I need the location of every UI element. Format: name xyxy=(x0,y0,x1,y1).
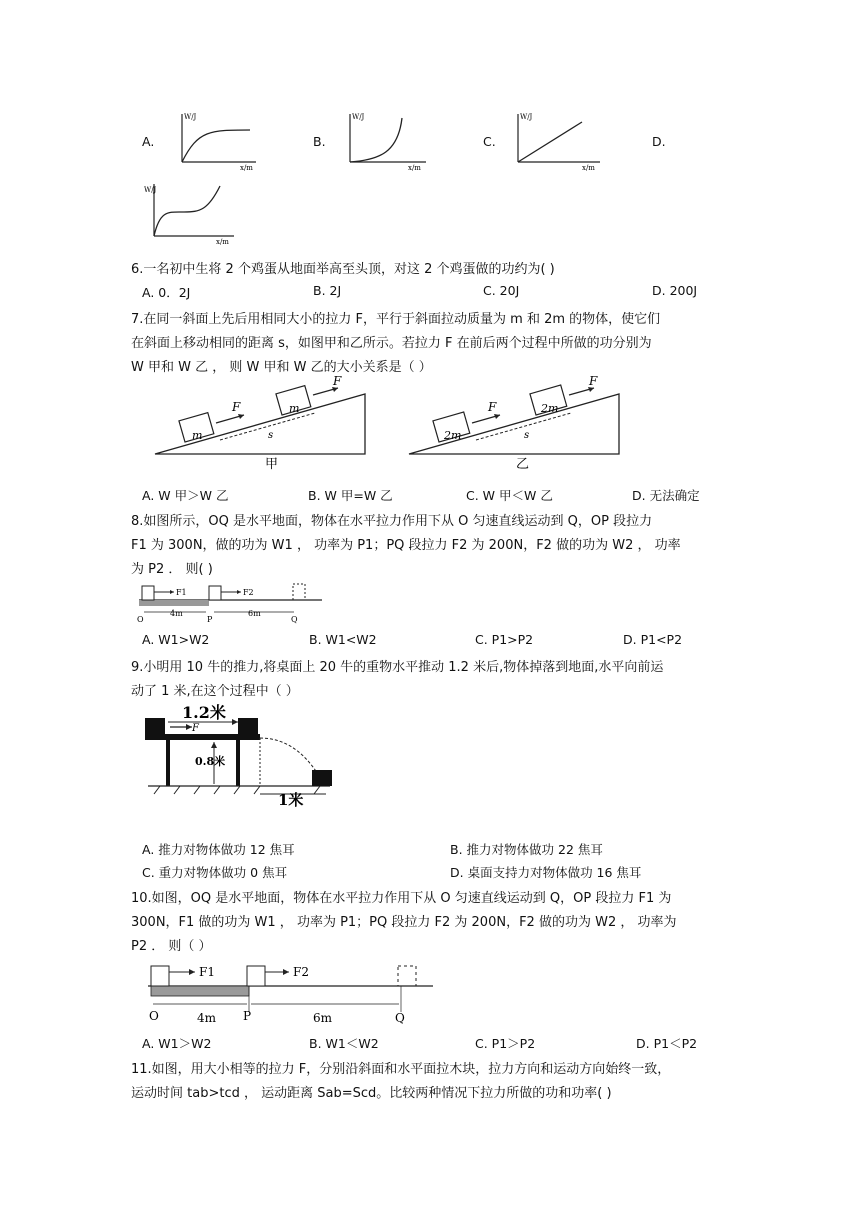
q9-line-2: 动了 1 米,在这个过程中（ ） xyxy=(131,684,299,699)
force-label: F xyxy=(589,376,598,388)
point-o: O xyxy=(137,615,144,624)
force-label: F2 xyxy=(293,965,309,979)
q7-figure-yi xyxy=(404,376,624,476)
point-p: P xyxy=(243,1009,252,1023)
q9-line-1: 9.小明用 10 牛的推力,将桌面上 20 牛的重物水平推动 1.2 米后,物体掉落到地面,水平向前运 xyxy=(131,660,664,675)
graph-d xyxy=(138,180,238,246)
q10-line-2: 300N，F1 做的功为 W1 ， 功率为 P1；PQ 段拉力 F2 为 200N，F2 做的功为 W2 ， 功率为 xyxy=(131,915,677,930)
block-label: 2m xyxy=(541,402,559,415)
q7-option-c[interactable]: C. W 甲＜W 乙 xyxy=(466,488,553,503)
q6-option-d[interactable]: D. 200J xyxy=(652,283,698,298)
q10-line-3: P2 ． 则（ ） xyxy=(131,939,212,954)
y-axis-label: W/J xyxy=(352,113,365,121)
force-label: F1 xyxy=(176,588,187,597)
q8-option-a[interactable]: A. W1>W2 xyxy=(142,632,210,647)
y-axis-label: W/J xyxy=(144,186,157,194)
q7-option-d[interactable]: D. 无法确定 xyxy=(632,488,700,503)
q9-option-d[interactable]: D. 桌面支持力对物体做功 16 焦耳 xyxy=(450,865,642,880)
distance-label: 6m xyxy=(313,1011,333,1024)
q8-figure xyxy=(134,578,324,628)
point-q: Q xyxy=(395,1011,405,1024)
label-bottom: 1米 xyxy=(278,791,304,809)
force-label: F xyxy=(192,723,199,734)
q8-option-d[interactable]: D. P1<P2 xyxy=(623,632,683,647)
distance-label: s xyxy=(524,430,530,441)
point-o: O xyxy=(149,1009,159,1023)
q10-line-1: 10.如图，OQ 是水平地面，物体在水平拉力作用下从 O 匀速直线运动到 Q，OP 段拉力 F1 为 xyxy=(131,891,672,906)
q7-option-b[interactable]: B. W 甲=W 乙 xyxy=(308,488,393,503)
graph-c xyxy=(508,110,603,172)
q8-line-1: 8.如图所示，OQ 是水平地面，物体在水平拉力作用下从 O 匀速直线运动到 Q，OP 段拉力 xyxy=(131,514,653,529)
q7-line-3: W 甲和 W 乙 ， 则 W 甲和 W 乙的大小关系是（ ） xyxy=(131,360,432,375)
force-label: F xyxy=(232,400,241,414)
graph-b xyxy=(340,110,430,172)
q10-option-a[interactable]: A. W1＞W2 xyxy=(142,1036,212,1051)
label-top: 1.2米 xyxy=(182,703,226,722)
q10-option-d[interactable]: D. P1＜P2 xyxy=(636,1036,698,1051)
q6-option-c[interactable]: C. 20J xyxy=(483,283,520,298)
x-axis-label: x/m xyxy=(408,164,421,172)
label-height: 0.8米 xyxy=(195,755,226,768)
distance-label: 6m xyxy=(248,609,261,618)
x-axis-label: x/m xyxy=(240,164,253,172)
q8-line-3: 为 P2 ． 则( ) xyxy=(131,562,213,577)
force-label: F1 xyxy=(199,965,215,979)
force-label: F xyxy=(333,376,342,388)
point-q: Q xyxy=(291,615,298,624)
block-label: 2m xyxy=(444,429,462,442)
option-label: C. xyxy=(483,134,496,149)
q9-option-c[interactable]: C. 重力对物体做功 0 焦耳 xyxy=(142,865,288,880)
point-p: P xyxy=(207,615,213,624)
caption-yi: 乙 xyxy=(516,457,530,472)
option-label: B. xyxy=(313,134,326,149)
q6-option-a[interactable]: A. 0．2J xyxy=(142,285,191,300)
option-label: D. xyxy=(652,134,666,149)
block-label: m xyxy=(289,402,300,415)
q9-figure xyxy=(140,698,350,828)
q7-line-1: 7.在同一斜面上先后用相同大小的拉力 F，平行于斜面拉动质量为 m 和 2m 的物体，使它们 xyxy=(131,312,661,327)
force-label: F xyxy=(488,400,497,414)
block-label: m xyxy=(192,429,203,442)
q8-option-c[interactable]: C. P1>P2 xyxy=(475,632,534,647)
q8-line-2: F1 为 300N，做的功为 W1 ， 功率为 P1；PQ 段拉力 F2 为 200N，F2 做的功为 W2 ， 功率 xyxy=(131,538,681,553)
q10-option-b[interactable]: B. W1＜W2 xyxy=(309,1036,379,1051)
q7-line-2: 在斜面上移动相同的距离 s，如图甲和乙所示。若拉力 F 在前后两个过程中所做的功分别为 xyxy=(131,336,652,351)
y-axis-label: W/J xyxy=(520,113,533,121)
distance-label: 4m xyxy=(170,609,183,618)
option-label: A. xyxy=(142,134,155,149)
q11-line-2: 运动时间 tab>tcd ， 运动距离 Sab=Scd。比较两种情况下拉力所做的功和功率( ) xyxy=(131,1086,612,1101)
distance-label: 4m xyxy=(197,1011,217,1024)
q11-line-1: 11.如图，用大小相等的拉力 F，分别沿斜面和水平面拉木块，拉力方向和运动方向始终一致， xyxy=(131,1062,671,1077)
distance-label: s xyxy=(268,430,274,441)
force-label: F2 xyxy=(243,588,254,597)
q6-stem: 6.一名初中生将 2 个鸡蛋从地面举高至头顶，对这 2 个鸡蛋做的功约为( ) xyxy=(131,262,555,277)
q7-figure-jia xyxy=(150,376,370,476)
q6-option-b[interactable]: B. 2J xyxy=(313,283,342,298)
q7-option-a[interactable]: A. W 甲＞W 乙 xyxy=(142,488,229,503)
q9-option-a[interactable]: A. 推力对物体做功 12 焦耳 xyxy=(142,842,295,857)
q8-option-b[interactable]: B. W1<W2 xyxy=(309,632,377,647)
q9-option-b[interactable]: B. 推力对物体做功 22 焦耳 xyxy=(450,842,603,857)
q10-option-c[interactable]: C. P1＞P2 xyxy=(475,1036,536,1051)
x-axis-label: x/m xyxy=(216,238,229,246)
x-axis-label: x/m xyxy=(582,164,595,172)
caption-jia: 甲 xyxy=(265,457,279,472)
q10-figure xyxy=(143,958,438,1024)
y-axis-label: W/J xyxy=(184,113,197,121)
graph-a xyxy=(170,110,260,172)
